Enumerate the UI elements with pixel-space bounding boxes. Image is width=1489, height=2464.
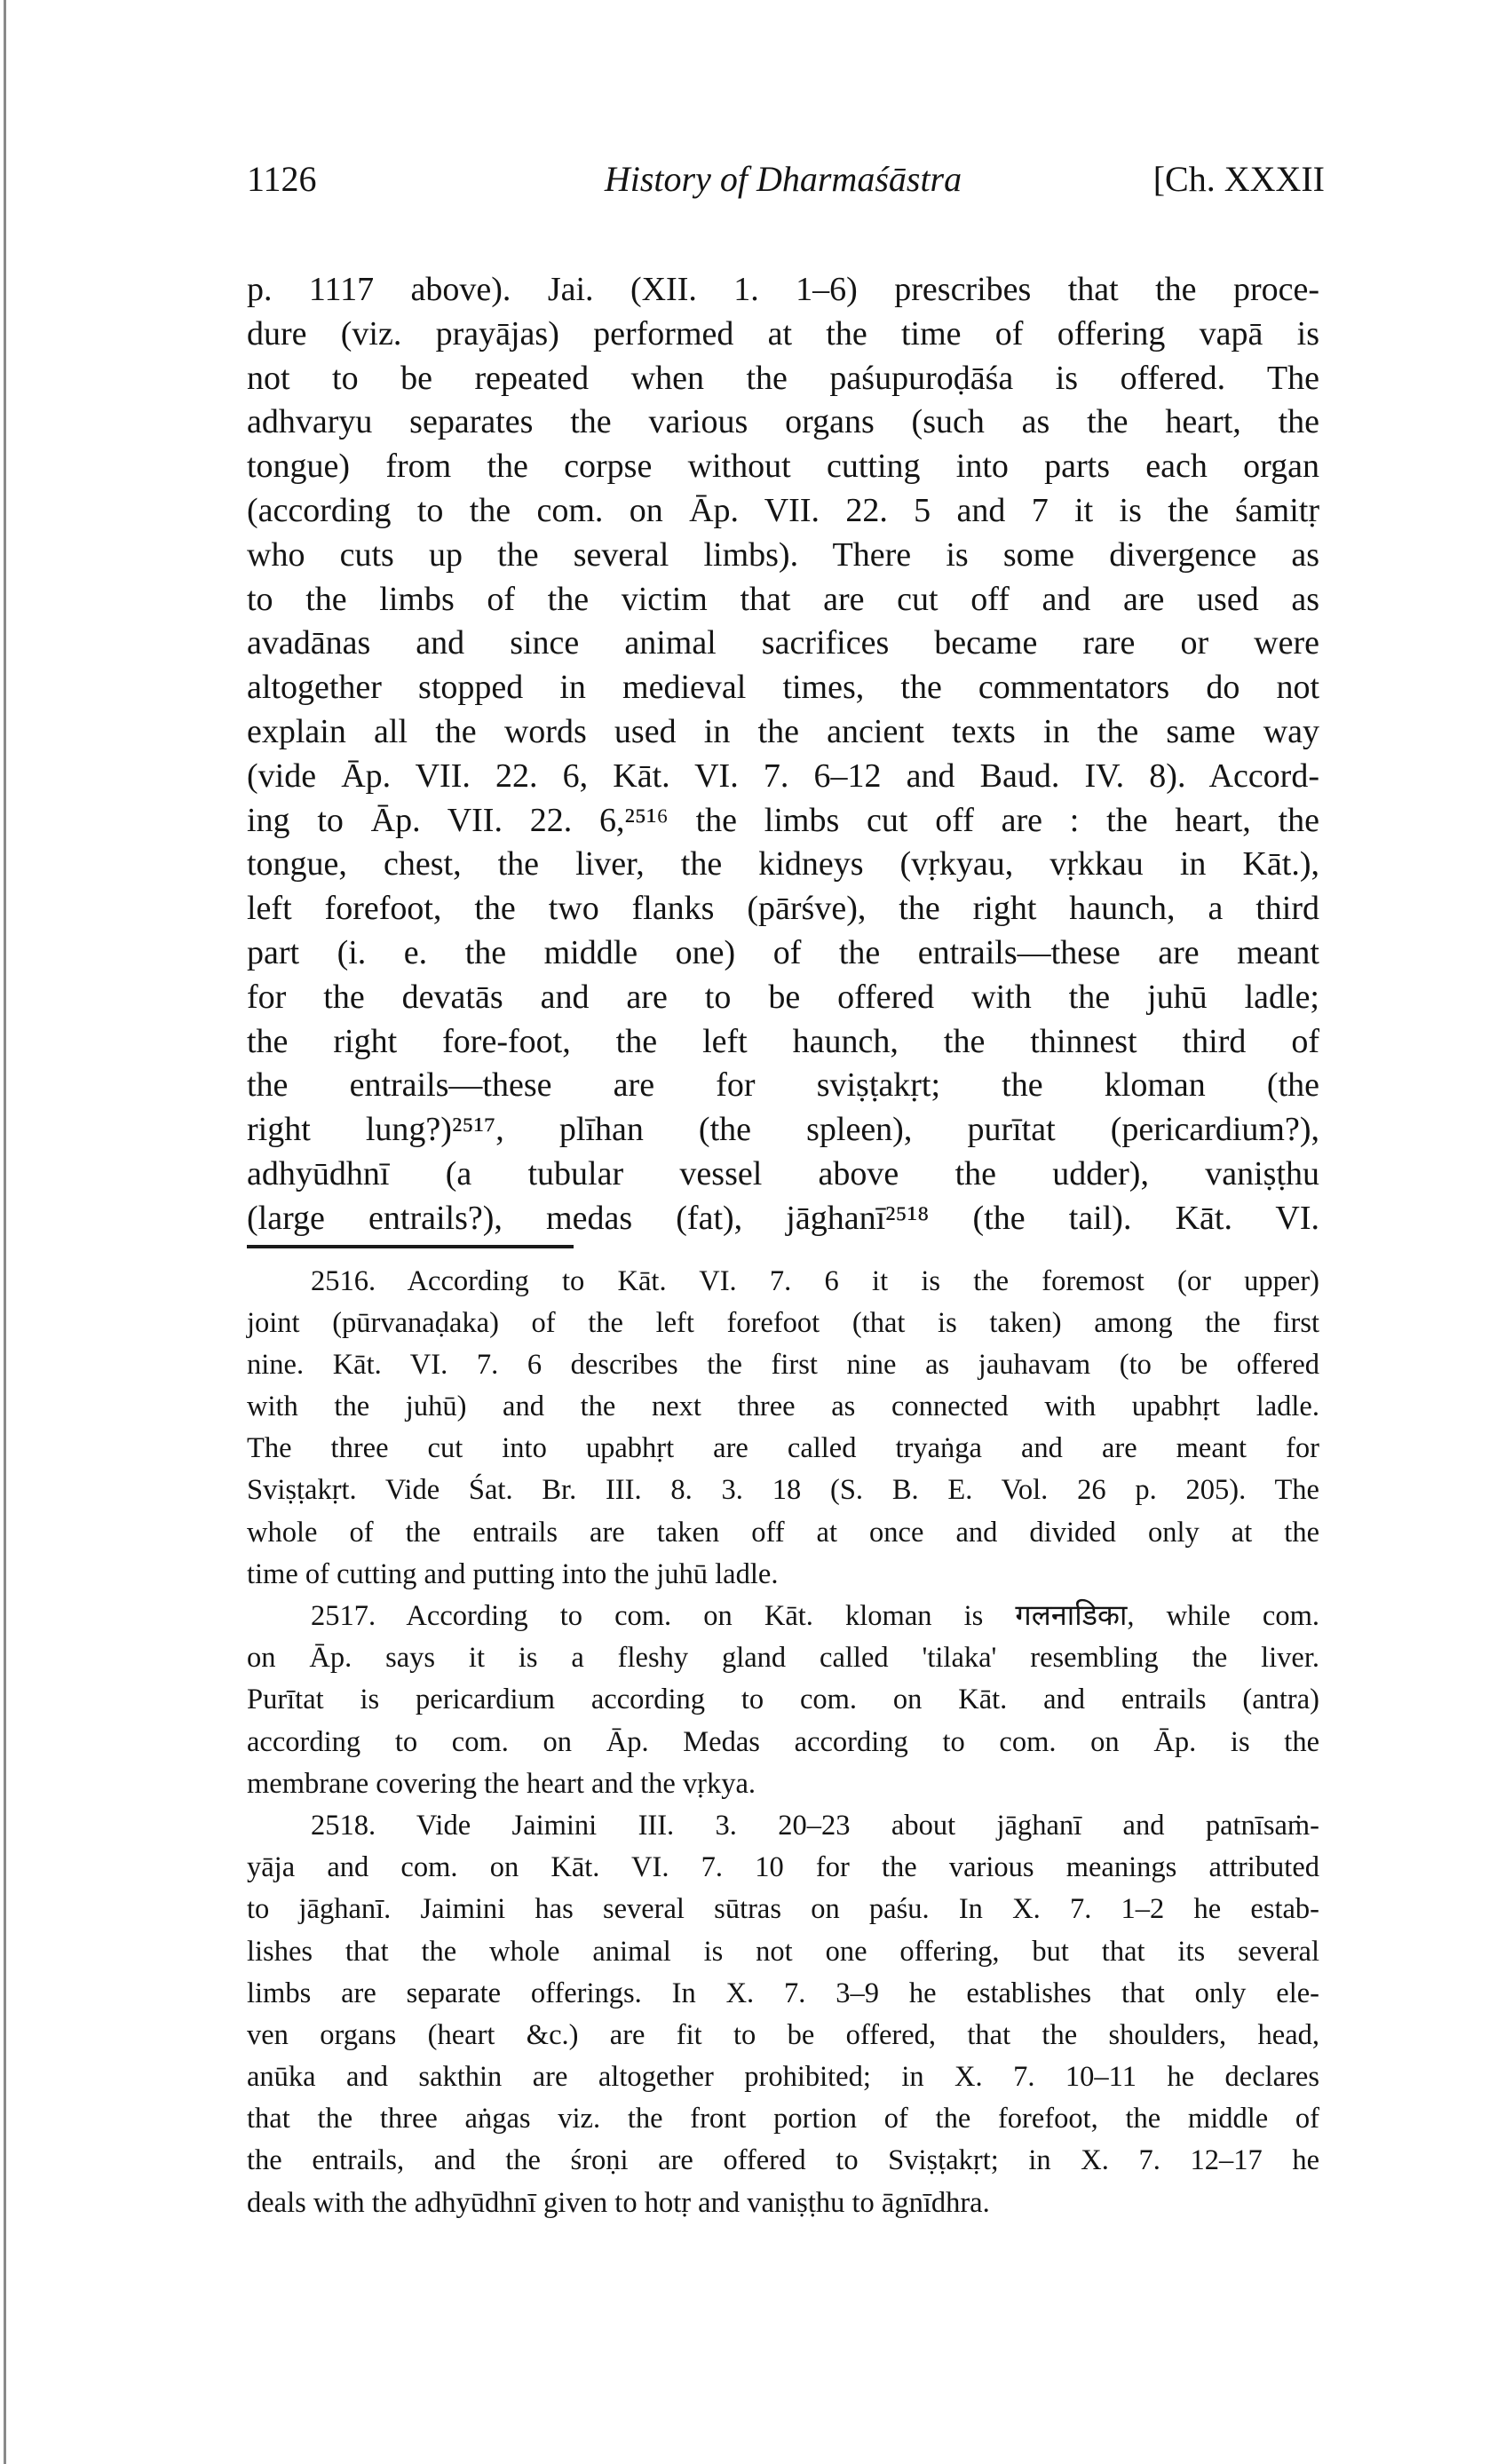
chapter-label: [Ch. XXXII <box>1152 159 1325 199</box>
text-line: tongue, chest, the liver, the kidneys (vṛkyau, vṛkkau in Kāt.), <box>247 845 1319 883</box>
text-line: (large entrails?), medas (fat), jāghanī²⁵¹⁸ (the tail). Kāt. VI. <box>247 1199 1319 1237</box>
footnote-2518-line: ven organs (heart &c.) are fit to be offered, that the shoulders, head, <box>247 2018 1319 2051</box>
text-line: left forefoot, the two flanks (pārśve), the right haunch, a third <box>247 890 1319 928</box>
running-title: History of Dharmaśāstra <box>604 159 962 199</box>
footnote-2516-line: 2516. According to Kāt. VI. 7. 6 it is the foremost (or upper) <box>311 1264 1319 1297</box>
footnote-2518-line: that the three aṅgas viz. the front portion of the forefoot, the middle of <box>247 2103 1319 2135</box>
text-line: the entrails—these are for sviṣṭakṛt; the kloman (the <box>247 1066 1319 1105</box>
text-line: right lung?)²⁵¹⁷, plīhan (the spleen), purītat (pericardium?), <box>247 1111 1319 1149</box>
running-header <box>247 158 1325 211</box>
footnote-2518-line: anūka and sakthin are altogether prohibited; in X. 7. 10–11 he declares <box>247 2061 1319 2094</box>
text-line: the right fore-foot, the left haunch, the thinnest third of <box>247 1022 1319 1060</box>
text-line: who cuts up the several limbs). There is some divergence as <box>247 535 1319 574</box>
text-line: part (i. e. the middle one) of the entrails—these are meant <box>247 933 1319 971</box>
footnote-2518-line: limbs are separate offerings. In X. 7. 3–9 he establishes that only ele- <box>247 1977 1319 2009</box>
footnote-2517-line: according to com. on Āp. Medas according to com. on Āp. is the <box>247 1725 1319 1758</box>
footnote-2518-line: yāja and com. on Kāt. VI. 7. 10 for the various meanings attributed <box>247 1851 1319 1884</box>
text-line: for the devatās and are to be offered with the juhū ladle; <box>247 978 1319 1016</box>
footnote-2517-line: on Āp. says it is a fleshy gland called 'tilaka' resembling the liver. <box>247 1642 1319 1675</box>
footnote-2517-line: membrane covering the heart and the vṛkya. <box>247 1767 756 1800</box>
text-line: avadānas and since animal sacrifices became rare or were <box>247 624 1319 662</box>
footnote-2516-line: nine. Kāt. VI. 7. 6 describes the first nine as jauhavam (to be offered <box>247 1348 1319 1381</box>
footnote-2518-line: lishes that the whole animal is not one offering, but that its several <box>247 1935 1319 1968</box>
text-line: adhyūdhnī (a tubular vessel above the udder), vaniṣṭhu <box>247 1154 1319 1192</box>
footnote-2518-line: deals with the adhyūdhnī given to hotṛ and vaniṣṭhu to āgnīdhra. <box>247 2186 990 2219</box>
footnote-2518-line: to jāghanī. Jaimini has several sūtras on paśu. In X. 7. 1–2 he estab- <box>247 1893 1319 1926</box>
footnote-2516-line: whole of the entrails are taken off at once and divided only at the <box>247 1516 1319 1549</box>
text-line: to the limbs of the victim that are cut off and are used as <box>247 580 1319 618</box>
book-page <box>247 158 1325 2224</box>
footnote-2517-line: Purītat is pericardium according to com. on Kāt. and entrails (antra) <box>247 1684 1319 1716</box>
text-line: altogether stopped in medieval times, the commentators do not <box>247 669 1319 707</box>
footnote-2516-line: time of cutting and putting into the juhū ladle. <box>247 1557 779 1590</box>
footnote-2518-line: the entrails, and the śroṇi are offered to Sviṣṭakṛt; in X. 7. 12–17 he <box>247 2144 1319 2177</box>
text-line: dure (viz. prayājas) performed at the time of offering vapā is <box>247 314 1319 353</box>
text-line: (vide Āp. VII. 22. 6, Kāt. VI. 7. 6–12 and Baud. IV. 8). Accord- <box>247 757 1319 795</box>
text-line: adhvaryu separates the various organs (such as the heart, the <box>247 403 1319 441</box>
text-line: (according to the com. on Āp. VII. 22. 5 and 7 it is the śamitṛ <box>247 491 1319 529</box>
text-line: tongue) from the corpse without cutting into parts each organ <box>247 448 1319 486</box>
main-text <box>247 268 1319 1241</box>
footnotes <box>247 1261 1319 2224</box>
footnote-2517-line: 2517. According to com. on Kāt. kloman is गलनाडिका, while com. <box>311 1600 1319 1633</box>
footnote-2516-line: joint (pūrvanaḍaka) of the left forefoot (that is taken) among the first <box>247 1306 1319 1339</box>
text-line: p. 1117 above). Jai. (XII. 1. 1–6) prescribes that the proce- <box>247 271 1319 308</box>
text-line: not to be repeated when the paśupuroḍāśa is offered. The <box>247 359 1319 397</box>
footnote-2518-line: 2518. Vide Jaimini III. 3. 20–23 about jāghanī and patnīsaṁ- <box>311 1809 1319 1842</box>
footnote-2516-line: with the juhū) and the next three as connected with upabhṛt ladle. <box>247 1390 1319 1423</box>
text-line: ing to Āp. VII. 22. 6,²⁵¹⁶ the limbs cut off are : the heart, the <box>247 801 1319 839</box>
footnote-rule <box>247 1245 574 1248</box>
footnote-2516-line: Sviṣṭakṛt. Vide Śat. Br. III. 8. 3. 18 (S. B. E. Vol. 26 p. 205). The <box>247 1474 1319 1507</box>
page-number: 1126 <box>247 159 317 199</box>
text-line: explain all the words used in the ancient texts in the same way <box>247 712 1319 750</box>
footnote-2516-line: The three cut into upabhṛt are called tryaṅga and are meant for <box>247 1432 1319 1465</box>
scan-edge-line <box>4 0 6 2464</box>
